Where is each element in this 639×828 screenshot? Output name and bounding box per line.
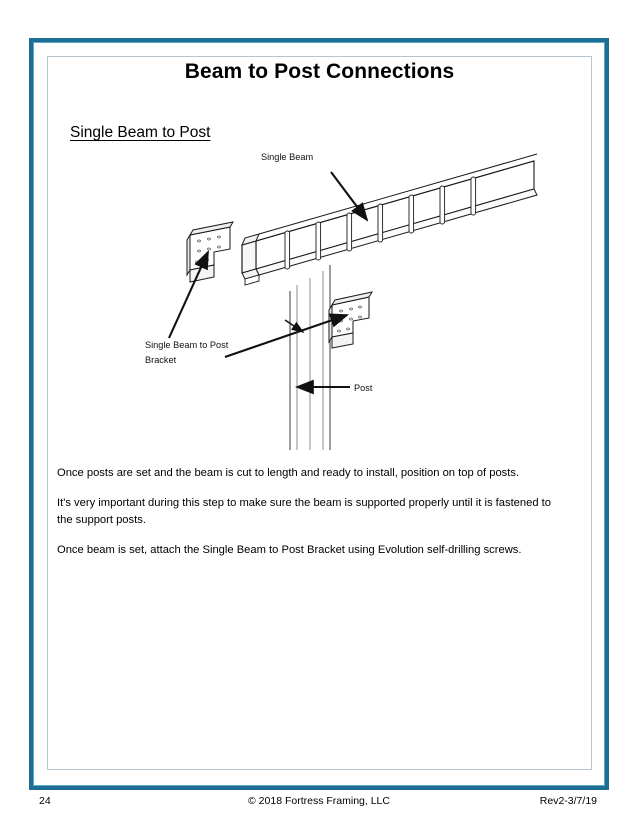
label-single-beam: Single Beam xyxy=(261,152,314,162)
label-bracket-line1: Single Beam to Post xyxy=(145,340,229,350)
detached-bracket-graphic xyxy=(187,222,233,282)
footer-page-number: 24 xyxy=(39,795,51,807)
footer-copyright: © 2018 Fortress Framing, LLC xyxy=(248,795,390,807)
label-post: Post xyxy=(354,383,373,393)
paragraph-2: It's very important during this step to make sure the beam is supported properly until it is fastened to the support posts. xyxy=(57,497,552,526)
assembly-diagram-svg xyxy=(47,145,592,465)
page-title: Beam to Post Connections xyxy=(184,60,455,83)
label-bracket-line2: Bracket xyxy=(145,355,177,365)
paragraph-1: Once posts are set and the beam is cut to length and ready to install, position on top of posts. xyxy=(57,467,520,479)
post-graphic xyxy=(297,271,323,450)
page-footer xyxy=(29,795,609,811)
paragraph-3: Once beam is set, attach the Single Beam to Post Bracket using Evolution self-drilling screws. xyxy=(57,544,522,556)
section-heading: Single Beam to Post xyxy=(70,124,211,141)
footer-revision: Rev2-3/7/19 xyxy=(539,795,597,807)
body-content xyxy=(57,465,557,572)
leader-bracket-tick xyxy=(285,320,303,332)
assembly-diagram xyxy=(47,145,592,465)
